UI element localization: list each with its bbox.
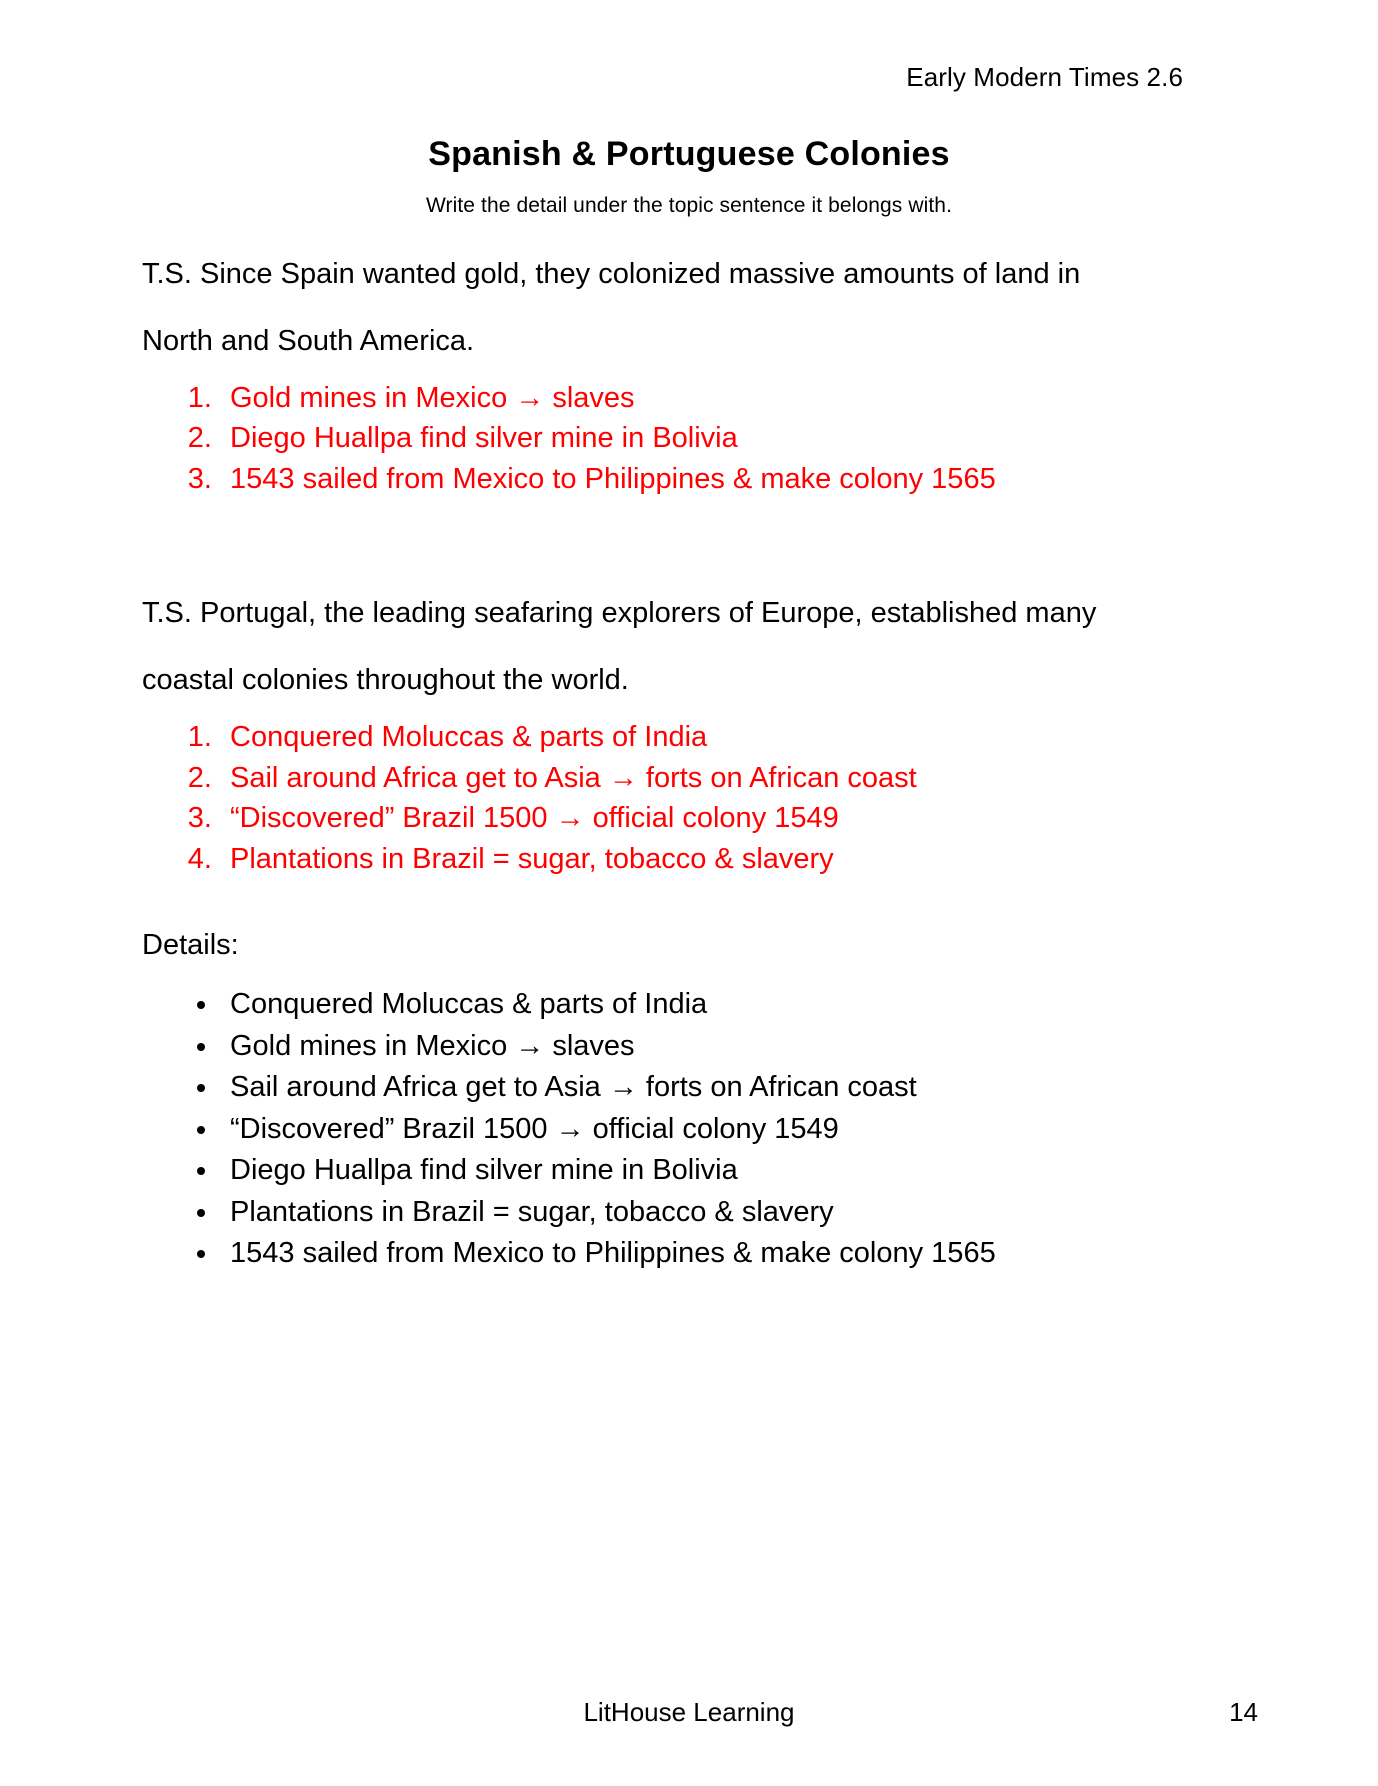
details-heading: Details: bbox=[142, 929, 239, 962]
footer-brand: LitHouse Learning bbox=[583, 1697, 795, 1727]
section-divider-space bbox=[120, 503, 1258, 557]
page-instructions: Write the detail under the topic sentence it belongs with. bbox=[425, 194, 953, 217]
section-portugal bbox=[120, 599, 1258, 875]
list-item: 2. Sail around Africa get to Asia → forts on African coast bbox=[220, 762, 1258, 794]
list-item: • Diego Huallpa find silver mine in Bolivia bbox=[220, 1154, 1258, 1186]
list-item: • Sail around Africa get to Asia → forts on African coast bbox=[220, 1071, 1258, 1103]
page-title: Spanish & Portuguese Colonies bbox=[428, 135, 950, 173]
list-item: 1. Gold mines in Mexico → slaves bbox=[220, 382, 1258, 414]
topic-sentence-line: T.S. Since Spain wanted gold, they colonized massive amounts of land in bbox=[142, 258, 1081, 290]
list-item: 3. “Discovered” Brazil 1500 → official colony 1549 bbox=[220, 802, 1258, 834]
list-item: 1. Conquered Moluccas & parts of India bbox=[220, 721, 1258, 753]
page-footer bbox=[120, 1697, 1258, 1728]
list-item: • “Discovered” Brazil 1500 → official colony 1549 bbox=[220, 1113, 1258, 1145]
section-spain bbox=[120, 260, 1258, 495]
list-item: 4. Plantations in Brazil = sugar, tobacco & slavery bbox=[220, 843, 1258, 875]
list-item: • Conquered Moluccas & parts of India bbox=[220, 988, 1258, 1020]
list-item: 3. 1543 sailed from Mexico to Philippines & make colony 1565 bbox=[220, 463, 1258, 495]
list-item: • 1543 sailed from Mexico to Philippines & make colony 1565 bbox=[220, 1237, 1258, 1269]
answer-list-spain bbox=[120, 382, 1258, 495]
topic-sentence-line: coastal colonies throughout the world. bbox=[142, 664, 629, 697]
footer-page-number: 14 bbox=[1229, 1697, 1258, 1727]
list-item: 2. Diego Huallpa find silver mine in Bolivia bbox=[220, 422, 1258, 454]
page-header: Early Modern Times 2.6 bbox=[906, 62, 1183, 92]
topic-sentence-line: North and South America. bbox=[142, 325, 475, 357]
list-item: • Plantations in Brazil = sugar, tobacco & slavery bbox=[220, 1196, 1258, 1228]
details-list bbox=[120, 988, 1258, 1269]
answer-list-portugal bbox=[120, 721, 1258, 875]
list-item: • Gold mines in Mexico → slaves bbox=[220, 1030, 1258, 1062]
topic-sentence-line: T.S. Portugal, the leading seafaring explorers of Europe, established many bbox=[142, 597, 1097, 630]
